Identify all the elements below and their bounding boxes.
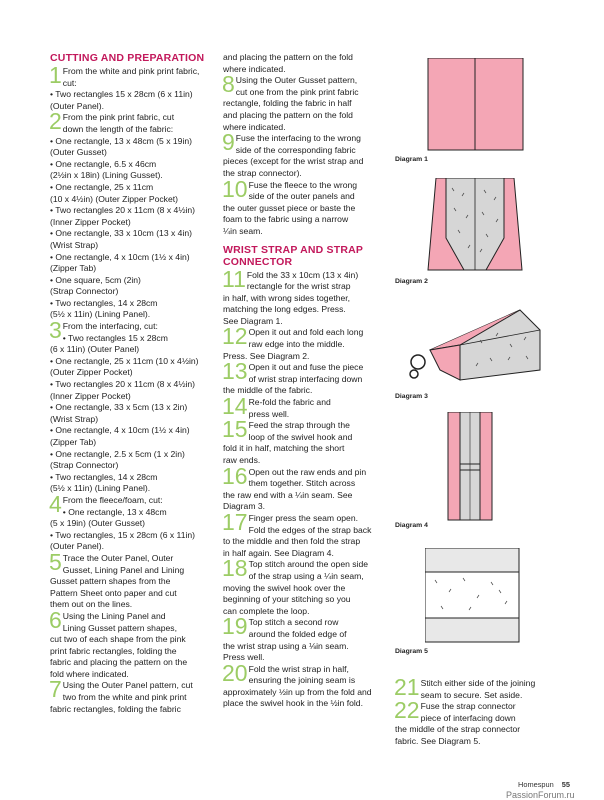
step-text-line: where indicated. bbox=[223, 63, 286, 74]
step-text-line: • One rectangle, 25 x 11cm bbox=[50, 181, 154, 192]
step-text-line: of wrist strap interfacing down bbox=[248, 373, 363, 384]
preparation-steps bbox=[222, 71, 388, 237]
step-number: 20 bbox=[222, 659, 248, 686]
step-text-line: where indicated. bbox=[223, 121, 286, 132]
step-text-line: Fold the 33 x 10cm (13 x 4in) bbox=[246, 269, 359, 280]
step-text-line: in half again. See Diagram 4. bbox=[223, 547, 334, 558]
step-number: 15 bbox=[222, 416, 248, 443]
step-17 bbox=[222, 508, 388, 559]
step-text-line: Fold the edges of the strap back bbox=[248, 524, 372, 535]
step-text-line: cut one from the pink print fabric bbox=[235, 86, 359, 97]
step-9 bbox=[222, 129, 388, 179]
step-text-line: (5½ x 11in) (Lining Panel). bbox=[50, 483, 151, 494]
step-text-line: fabric rectangles, folding the fabric bbox=[50, 703, 181, 714]
step-text-line: Finger press the seam open. bbox=[248, 512, 358, 523]
wrist-strap-steps bbox=[222, 265, 388, 711]
section-heading-cutting: CUTTING AND PREPARATION bbox=[50, 52, 205, 64]
step-text-line: in half, with wrong sides together, bbox=[223, 292, 351, 303]
step-text-line: (6 x 11in) (Outer Panel) bbox=[50, 344, 140, 355]
step-text-line: From the fleece/foam, cut: bbox=[62, 494, 163, 505]
step-text-line: Stitch either side of the joining bbox=[420, 678, 536, 688]
step-4 bbox=[49, 490, 218, 553]
step-2 bbox=[49, 108, 218, 321]
step-text-line: Top stitch around the open side bbox=[248, 559, 369, 570]
step-7 bbox=[49, 676, 218, 715]
step-text-line: From the white and pink print fabric, bbox=[62, 66, 200, 76]
step-8 bbox=[222, 71, 388, 133]
step-text-line: rectangle for the wrist strap bbox=[246, 281, 351, 292]
step-1 bbox=[49, 62, 218, 112]
step-text-line: the wrist strap using a ⅛in seam. bbox=[223, 640, 349, 651]
step-text-line: (Wrist Strap) bbox=[50, 413, 99, 424]
step-text-line: pieces (except for the wrist strap and bbox=[223, 156, 364, 167]
step-text-line: • One rectangle, 6.5 x 46cm bbox=[50, 158, 157, 169]
step-text-line: cut two of each shape from the pink bbox=[50, 634, 186, 645]
step-text-line: fabric. See Diagram 5. bbox=[395, 735, 481, 746]
step-text-line: raw edge into the middle. bbox=[248, 339, 345, 350]
step-number: 5 bbox=[49, 548, 62, 575]
step-text-line: (Wrist Strap) bbox=[50, 239, 99, 250]
step-text-line: Press well. bbox=[223, 652, 265, 663]
step-13 bbox=[222, 358, 388, 397]
step-number: 12 bbox=[222, 323, 248, 350]
step-text-line: • Two rectangles, 14 x 28cm bbox=[50, 297, 158, 308]
step-text-line: fold where indicated. bbox=[50, 668, 129, 679]
step-number: 3 bbox=[49, 317, 62, 344]
step-text-line: Using the Outer Gusset pattern, bbox=[235, 75, 358, 86]
step-number: 17 bbox=[222, 508, 248, 535]
step-text-line: fold it in half, matching the short bbox=[223, 443, 345, 454]
step-text-line: Diagram 3. bbox=[223, 501, 266, 512]
step-text-line: See Diagram 1. bbox=[223, 315, 283, 326]
step-text-line: ensuring the joining seam is bbox=[248, 675, 356, 686]
step-text-line: (Inner Zipper Pocket) bbox=[50, 216, 131, 227]
step-text-line: beginning of your stitching so you bbox=[223, 594, 351, 605]
step-text-line: • One rectangle, 13 x 48cm bbox=[62, 506, 167, 517]
section-heading-wrist-strap: WRIST STRAP AND STRAP CONNECTOR bbox=[223, 243, 364, 268]
step-number: 18 bbox=[222, 555, 248, 582]
step-5 bbox=[49, 548, 218, 611]
cutting-steps bbox=[49, 62, 218, 715]
step-text-line: • One square, 5cm (2in) bbox=[50, 274, 141, 285]
step-text-line: • One rectangle, 4 x 10cm (1½ x 4in) bbox=[50, 425, 190, 436]
step-text-line: two from the white and pink print bbox=[62, 692, 187, 703]
step-text-line: approximately ½in up from the fold and bbox=[223, 686, 372, 697]
step-19 bbox=[222, 613, 388, 663]
step-text-line: Open it out and fuse the piece bbox=[248, 362, 364, 373]
step-text-line: Using the Outer Panel pattern, cut bbox=[62, 680, 193, 691]
step-number: 14 bbox=[222, 393, 248, 420]
step-text-line: them out on the lines. bbox=[50, 599, 133, 610]
step-text-line: • One rectangle, 4 x 10cm (1½ x 4in) bbox=[50, 251, 190, 262]
step-number: 21 bbox=[394, 674, 420, 700]
step-text-line: • Two rectangles, 14 x 28cm bbox=[50, 471, 158, 482]
step-text-line: cut: bbox=[62, 77, 77, 88]
step-15 bbox=[222, 416, 388, 466]
step-number: 10 bbox=[222, 175, 248, 202]
step-text-line: (10 x 4½in) (Outer Zipper Pocket) bbox=[50, 193, 178, 204]
page-number: 55 bbox=[561, 780, 570, 789]
step-number: 22 bbox=[394, 697, 420, 724]
step-text-line: (Outer Panel). bbox=[50, 541, 104, 552]
diagram-2-label: Diagram 2 bbox=[395, 278, 428, 285]
step-text-line: (Inner Zipper Pocket) bbox=[50, 390, 131, 401]
page-footer bbox=[518, 780, 570, 789]
step-14 bbox=[222, 393, 388, 420]
step-text-line: print fabric rectangles, folding the bbox=[50, 645, 177, 656]
column-right-steps bbox=[394, 674, 565, 748]
step-21 bbox=[394, 674, 565, 701]
step-text-line: • Two rectangles 20 x 11cm (8 x 4½in) bbox=[50, 205, 196, 216]
step-number: 4 bbox=[49, 490, 62, 517]
step-text-line: moving the swivel hook over the bbox=[223, 582, 346, 593]
step-text-line: loop of the swivel hook and bbox=[248, 431, 353, 442]
step-text-line: From the pink print fabric, cut bbox=[62, 112, 175, 123]
step-text-line: and placing the pattern on the fold bbox=[223, 52, 353, 62]
step-text-line: • One rectangle, 33 x 5cm (13 x 2in) bbox=[50, 402, 188, 413]
step-text-line: Fuse the fleece to the wrong bbox=[248, 179, 358, 190]
step-text-line: • Two rectangles, 15 x 28cm (6 x 11in) bbox=[50, 529, 196, 540]
step-text-line: • Two rectangles 15 x 28cm (6 x 11in) bbox=[50, 89, 193, 100]
step-text-line: place the swivel hook in the ½in fold. bbox=[223, 698, 363, 709]
step-text-line: Open out the raw ends and pin bbox=[248, 466, 367, 477]
diagram-4-label: Diagram 4 bbox=[395, 522, 428, 529]
step-text-line: to the middle and then fold the strap bbox=[223, 536, 361, 547]
step-text-line: rectangle, folding the fabric in half bbox=[223, 98, 352, 109]
step-text-line: Gusset, Lining Panel and Lining bbox=[62, 564, 185, 575]
step-number: 19 bbox=[222, 613, 248, 640]
step-text-line: Re-fold the fabric and bbox=[248, 397, 331, 408]
step-text-line: (Outer Panel). bbox=[50, 100, 104, 111]
step-text-line: the raw end with a ¼in seam. See bbox=[223, 489, 353, 500]
diagram-5-image bbox=[425, 548, 520, 643]
step-text-line: press well. bbox=[248, 408, 290, 419]
step-11 bbox=[222, 265, 388, 328]
step-16 bbox=[222, 462, 388, 513]
step-text-line: Pattern Sheet onto paper and cut bbox=[50, 587, 177, 598]
step-text-line: can complete the loop. bbox=[223, 605, 310, 616]
step-number: 6 bbox=[49, 606, 62, 633]
step-text-line: Gusset pattern shapes from the bbox=[50, 576, 171, 587]
step-text-line: side of the outer panels and bbox=[248, 191, 355, 202]
step-text-line: Fuse the interfacing to the wrong bbox=[235, 133, 361, 144]
step-text-line: (Zipper Tab) bbox=[50, 437, 97, 447]
step-text-line: matching the long edges. Press. bbox=[223, 304, 346, 315]
step-18 bbox=[222, 555, 388, 617]
step-text-line: Trace the Outer Panel, Outer bbox=[62, 552, 174, 563]
step-text-line: and placing the pattern on the fold bbox=[223, 109, 353, 120]
diagram-1-label: Diagram 1 bbox=[395, 156, 428, 163]
step-text-line: • One rectangle, 25 x 11cm (10 x 4½in) bbox=[50, 355, 199, 366]
step-text-line: (5½ x 11in) (Lining Panel). bbox=[50, 309, 151, 320]
step-number: 11 bbox=[222, 265, 246, 292]
step-text-line: Press. See Diagram 2. bbox=[223, 350, 310, 361]
diagram-1-image bbox=[418, 58, 533, 153]
diagram-3-image bbox=[400, 300, 550, 390]
column-left bbox=[50, 52, 218, 715]
step-text-line: down the length of the fabric: bbox=[62, 123, 174, 134]
step-text-line: ¼in seam. bbox=[223, 225, 263, 236]
step-7-continued bbox=[223, 52, 388, 75]
step-20 bbox=[222, 659, 388, 710]
diagram-3-label: Diagram 3 bbox=[395, 393, 428, 400]
magazine-name: Homespun bbox=[518, 780, 554, 789]
step-text-line: • One rectangle, 2.5 x 5cm (1 x 2in) bbox=[50, 448, 185, 459]
step-text-line: Feed the strap through the bbox=[248, 420, 350, 431]
step-text-line: Fuse the strap connector bbox=[420, 701, 516, 712]
step-text-line: (2½in x 18in) (Lining Gusset). bbox=[50, 170, 163, 181]
step-text-line: Fold the wrist strap in half, bbox=[248, 663, 349, 674]
step-text-line: • Two rectangles 20 x 11cm (8 x 4½in) bbox=[50, 379, 196, 390]
step-3 bbox=[49, 317, 218, 495]
step-number: 9 bbox=[222, 129, 235, 156]
step-6 bbox=[49, 606, 218, 681]
step-text-line: the middle of the strap connector bbox=[395, 724, 521, 735]
step-text-line: (5 x 19in) (Outer Gusset) bbox=[50, 518, 146, 529]
step-text-line: (Outer Zipper Pocket) bbox=[50, 367, 133, 378]
step-12 bbox=[222, 323, 388, 362]
step-text-line: the outer gusset piece or baste the bbox=[223, 202, 356, 213]
step-text-line: of the strap using a ¼in seam, bbox=[248, 570, 364, 581]
step-text-line: foam to the fabric using a narrow bbox=[223, 214, 349, 225]
step-text-line: the strap connector). bbox=[223, 167, 302, 178]
step-text-line: (Zipper Tab) bbox=[50, 263, 97, 274]
column-middle bbox=[223, 52, 388, 710]
step-10 bbox=[222, 175, 388, 238]
step-text-line: side of the corresponding fabric bbox=[235, 144, 356, 155]
step-text-line: fabric and placing the pattern on the bbox=[50, 657, 188, 668]
step-text-line: raw ends. bbox=[223, 455, 261, 465]
step-text-line: (Strap Connector) bbox=[50, 460, 119, 471]
diagram-5-label: Diagram 5 bbox=[395, 648, 428, 655]
step-number: 2 bbox=[49, 108, 62, 135]
step-text-line: From the interfacing, cut: bbox=[62, 321, 158, 332]
diagram-4-image bbox=[440, 412, 500, 522]
step-text-line: • Two rectangles 15 x 28cm bbox=[62, 332, 168, 343]
step-number: 7 bbox=[49, 676, 62, 703]
step-number: 13 bbox=[222, 358, 248, 385]
diagram-2-image bbox=[418, 178, 533, 274]
step-text-line: (Outer Gusset) bbox=[50, 147, 107, 158]
step-22 bbox=[394, 697, 565, 747]
step-text-line: (Strap Connector) bbox=[50, 286, 119, 297]
step-text-line: seam to secure. Set aside. bbox=[420, 689, 523, 700]
step-text-line: Lining Gusset pattern shapes, bbox=[62, 622, 177, 633]
step-text-line: them together. Stitch across bbox=[248, 478, 356, 489]
step-text-line: • One rectangle, 33 x 10cm (13 x 4in) bbox=[50, 228, 193, 239]
step-text-line: around the folded edge of bbox=[248, 628, 347, 639]
step-text-line: Top stitch a second row bbox=[248, 617, 339, 628]
step-text-line: piece of interfacing down bbox=[420, 712, 516, 723]
step-text-line: Using the Lining Panel and bbox=[62, 610, 166, 621]
watermark: PassionForum.ru bbox=[506, 790, 575, 800]
step-number: 1 bbox=[49, 62, 62, 88]
step-number: 16 bbox=[222, 462, 248, 489]
step-text-line: • One rectangle, 13 x 48cm (5 x 19in) bbox=[50, 135, 193, 146]
step-text-line: the middle of the fabric. bbox=[223, 385, 313, 396]
step-number: 8 bbox=[222, 71, 235, 98]
step-text-line: Open it out and fold each long bbox=[248, 327, 364, 338]
